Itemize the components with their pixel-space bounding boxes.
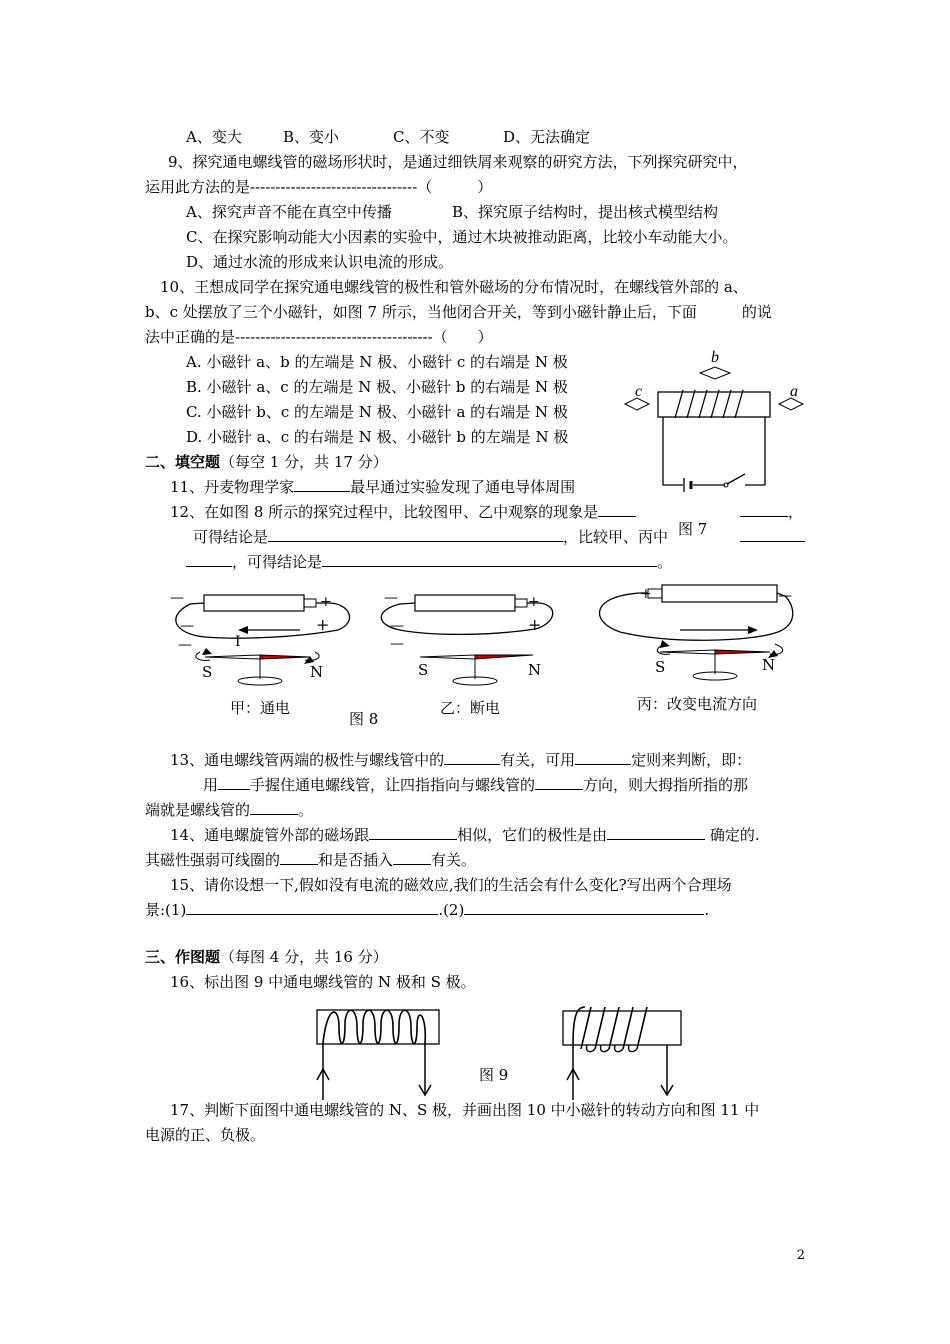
q12-blank-1[interactable]	[598, 502, 636, 517]
q14-blank-2[interactable]	[607, 825, 705, 840]
q10-stem-line2: b、c 处摆放了三个小磁针，如图 7 所示，当他闭合开关，等到小磁针静止后，下面 的说	[145, 303, 772, 321]
q12-blank-3[interactable]	[740, 527, 805, 542]
q8-option-d: D、无法确定	[503, 128, 591, 146]
q13-text-c: 定则来判断，即：	[631, 751, 752, 769]
q11-text-a: 11、丹麦物理学家	[170, 478, 295, 496]
fig8-bing-n: N	[762, 656, 776, 674]
section3-title: 三、作图题	[145, 948, 221, 966]
fig8-yi-plus-top: +	[528, 594, 540, 610]
q13-text-h: 。	[298, 801, 314, 819]
q8-option-b: B、变小	[283, 128, 340, 146]
fig8-jia-minus: —	[180, 618, 194, 634]
q15-line1: 15、请你设想一下,假如没有电流的磁效应,我们的生活会有什么变化?写出两个合理场	[170, 876, 732, 894]
q10-option-c: C. 小磁针 b、c 的左端是 N 极、小磁针 a 的右端是 N 极	[186, 403, 568, 421]
fig8-jia-minus-bottom: —	[178, 637, 192, 653]
q15-line2	[145, 900, 709, 920]
q10-stem-line3: 法中正确的是---------------------------------------（ ）	[145, 328, 493, 346]
section3-heading	[145, 947, 388, 967]
q15-text-d: .	[704, 901, 710, 919]
q13-text-b: 有关，可用	[500, 751, 576, 769]
fig7-solenoid	[658, 392, 770, 417]
fig8-sub-jia: 甲：通电	[230, 699, 291, 717]
q17-line1: 17、判断下面图中通电螺线管的 N、S 极，并画出图 10 中小磁针的转动方向和图 11 中	[170, 1101, 760, 1119]
fig8-panel-jia	[170, 590, 350, 685]
q9-option-d: D、通过水流的形成来认识电流的形成。	[186, 253, 454, 271]
q8-option-a: A、变大	[186, 128, 242, 146]
q11	[170, 477, 575, 497]
q13-text-a: 13、通电螺线管两端的极性与螺线管中的	[170, 751, 445, 769]
q13-line2	[203, 775, 748, 795]
q10-option-d: D. 小磁针 a、c 的右端是 N 极、小磁针 b 的左端是 N 极	[186, 428, 569, 446]
q13-text-f: 方向，则大拇指所指的那	[583, 776, 749, 794]
q12-line1	[170, 502, 636, 522]
q10-option-a: A. 小磁针 a、b 的左端是 N 极、小磁针 c 的右端是 N 极	[186, 353, 568, 371]
q13-blank-4[interactable]	[535, 775, 583, 790]
q15-blank-1[interactable]	[186, 900, 438, 915]
fig8-jia-needle-n	[260, 655, 310, 659]
q14-text-c: 确定的.	[709, 826, 760, 844]
fig8-yi-minus: —	[390, 618, 404, 634]
q15-text-b: 景:(1)	[145, 901, 187, 919]
q10-stem-line1: 10、王想成同学在探究通电螺线管的极性和管外磁场的分布情况时，在螺线管外部的 a、	[160, 278, 748, 296]
q13-text-e: 手握住通电螺线管，让四指指向与螺线管的	[250, 776, 536, 794]
fig7-coil	[675, 390, 743, 418]
q13-text-d: 用	[203, 776, 219, 794]
q12-blank-1b[interactable]	[740, 502, 788, 517]
q14-text-e: 和是否插入	[318, 851, 394, 869]
q8-options	[186, 127, 590, 147]
fig8-jia-n: N	[310, 663, 324, 681]
q14-blank-4[interactable]	[393, 850, 431, 865]
q14-line1	[170, 825, 760, 845]
q12-blank-4[interactable]	[322, 552, 657, 567]
fig8-yi-needle-n	[475, 655, 533, 659]
q13-blank-1[interactable]	[444, 750, 500, 765]
page-number: 2	[796, 1248, 805, 1263]
fig9-solenoid-left	[317, 1010, 439, 1100]
q9-option-b: B、探究原子结构时，提出核式模型结构	[452, 203, 719, 221]
fig7-label-c: c	[635, 383, 643, 400]
fig8-panel-bing	[600, 585, 793, 680]
fig8-jia-plus-top: +	[320, 594, 332, 610]
section2-heading	[145, 452, 388, 472]
q9-option-c: C、在探究影响动能大小因素的实验中，通过木块被推动距离，比较小车动能大小。	[186, 228, 738, 246]
fig8-jia-minus-top: —	[170, 590, 184, 606]
fig8-yi-plus: +	[528, 615, 542, 634]
fig8-bing-minus-top: —	[778, 588, 792, 604]
q12-line2	[193, 527, 668, 547]
q11-text-b: 最早通过实验发现了通电导体周围	[350, 478, 576, 496]
fig9-solenoid-right	[563, 1007, 681, 1100]
section3-note: （每图 4 分，共 16 分）	[220, 948, 388, 966]
q17-line2: 电源的正、负极。	[145, 1126, 266, 1144]
q14-text-d: 其磁性强弱可线圈的	[145, 851, 281, 869]
q12-line3	[186, 552, 672, 572]
q10-option-b: B. 小磁针 a、c 的左端是 N 极、小磁针 b 的右端是 N 极	[186, 378, 568, 396]
fig7-label-b: b	[711, 349, 719, 366]
q13-line3	[145, 800, 313, 820]
q14-text-a: 14、通电螺旋管外部的磁场跟	[170, 826, 370, 844]
q9-stem-line1: 9、探究通电螺线管的磁场形状时，是通过细铁屑来观察的研究方法，下列探究研究中，	[168, 153, 748, 171]
q14-line2	[145, 850, 476, 870]
section2-note: （每空 1 分，共 17 分）	[220, 453, 388, 471]
figure-9	[305, 1005, 695, 1105]
fig8-sub-yi: 乙：断电	[440, 699, 501, 717]
fig7-caption: 图 7	[678, 520, 708, 538]
fig8-jia-current-label: I	[235, 634, 241, 650]
q12-blank-3b[interactable]	[186, 552, 232, 567]
q9-stem-line2: 运用此方法的是---------------------------------（ ）	[145, 178, 493, 196]
q14-blank-3[interactable]	[280, 850, 318, 865]
fig8-yi-minus-bottom: —	[390, 636, 404, 652]
fig8-bing-plus-top: +	[640, 586, 652, 602]
section2-title: 二、填空题	[145, 453, 221, 471]
fig8-yi-n: N	[528, 661, 542, 679]
fig7-needle-b	[700, 367, 730, 379]
fig7-wire	[663, 417, 765, 485]
q11-blank[interactable]	[294, 477, 350, 492]
q12-text-a: 12、在如图 8 所示的探究过程中，比较图甲、乙中观察的现象是	[170, 503, 599, 521]
q15-blank-2[interactable]	[464, 900, 704, 915]
q13-text-g: 端就是螺线管的	[145, 801, 251, 819]
fig9-caption: 图 9	[479, 1066, 509, 1084]
q13-line1	[170, 750, 751, 770]
q12-text-f: 。	[657, 553, 673, 571]
q12-line1-end	[740, 502, 803, 522]
q12-text-e: ，可得结论是	[232, 553, 323, 571]
q13-blank-5[interactable]	[250, 800, 298, 815]
q8-option-c: C、不变	[393, 128, 450, 146]
q14-text-b: 相似，它们的极性是由	[457, 826, 608, 844]
q12-line2-end	[740, 527, 805, 547]
q13-blank-3[interactable]	[218, 775, 250, 790]
q16-text: 16、标出图 9 中通电螺线管的 N 极和 S 极。	[170, 973, 476, 991]
q14-text-f: 有关。	[431, 851, 477, 869]
fig8-jia-s: S	[202, 663, 213, 681]
q12-text-c: 可得结论是	[193, 528, 269, 546]
q12-blank-2[interactable]	[268, 527, 563, 542]
fig8-caption: 图 8	[349, 710, 379, 728]
q9-option-a: A、探究声音不能在真空中传播	[186, 203, 392, 221]
fig8-bing-s: S	[655, 658, 666, 676]
fig8-sub-bing: 丙：改变电流方向	[637, 695, 758, 713]
fig8-bing-needle-n	[715, 650, 770, 654]
fig8-jia-plus: +	[316, 615, 330, 634]
fig7-switch-lever	[727, 474, 745, 484]
q14-blank-1[interactable]	[369, 825, 457, 840]
fig7-label-a: a	[790, 383, 798, 400]
fig8-panel-yi	[381, 590, 552, 685]
fig8-yi-s: S	[418, 661, 429, 679]
q15-text-c: .(2)	[438, 901, 465, 919]
fig8-yi-minus-top: —	[384, 590, 398, 606]
q12-text-d: ，比较甲、丙中	[563, 528, 669, 546]
q12-text-b: ，	[788, 503, 804, 521]
q13-blank-2[interactable]	[575, 750, 631, 765]
